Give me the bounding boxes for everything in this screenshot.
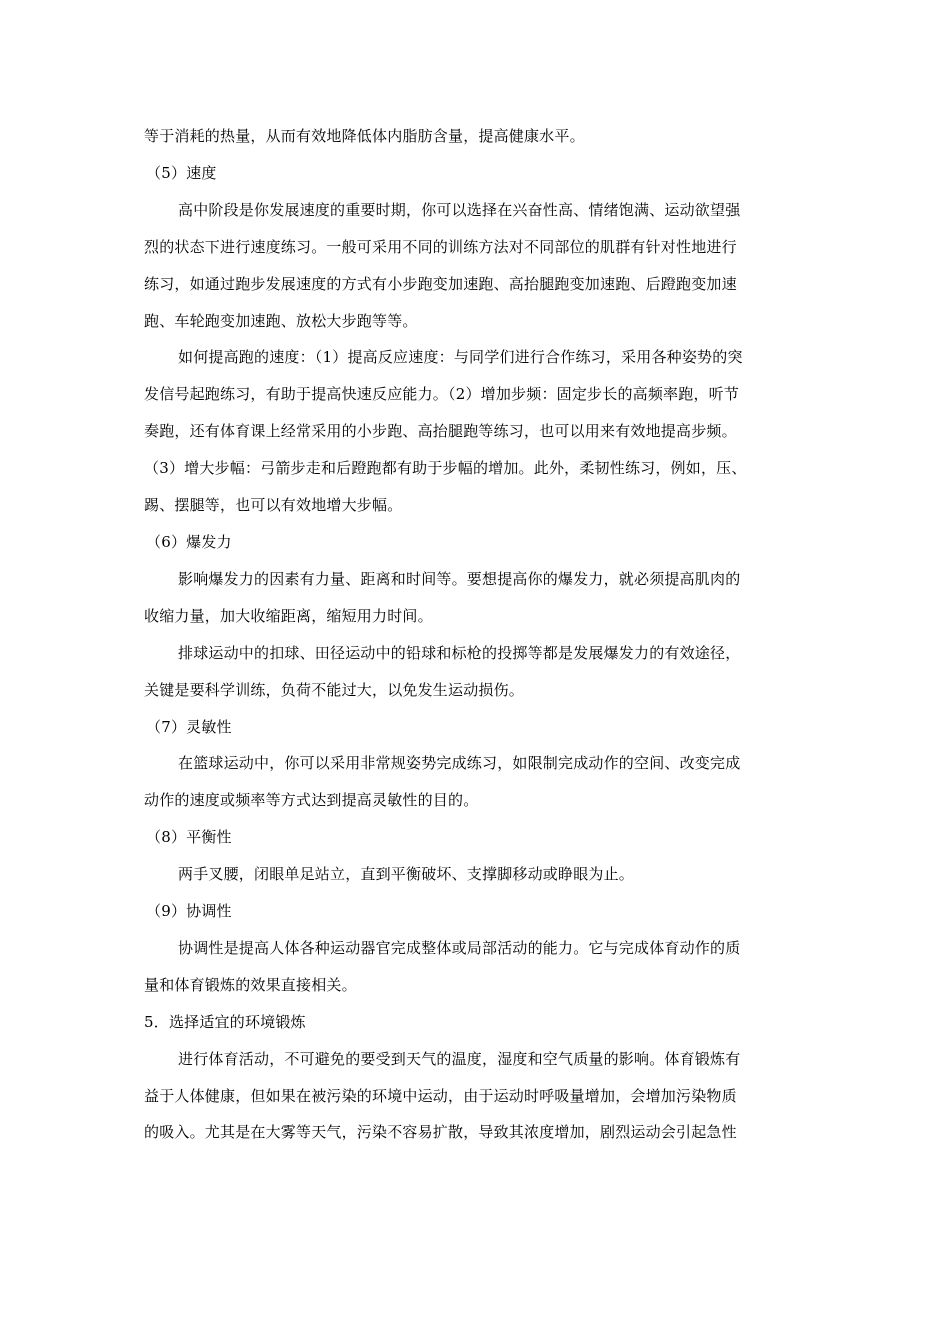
document-body: [144, 118, 814, 1151]
paragraph-line: 烈的状态下进行速度练习。一般可采用不同的训练方法对不同部位的肌群有针对性地进行: [144, 237, 737, 256]
paragraph-line: 如何提高跑的速度：（1）提高反应速度：与同学们进行合作练习，采用各种姿势的突: [178, 348, 743, 367]
paragraph-line: 在篮球运动中，你可以采用非常规姿势完成练习，如限制完成动作的空间、改变完成: [178, 754, 741, 773]
paragraph-line: 动作的速度或频率等方式达到提高灵敏性的目的。: [144, 791, 479, 810]
paragraph-line: 高中阶段是你发展速度的重要时期，你可以选择在兴奋性高、情绪饱满、运动欲望强: [178, 200, 741, 219]
paragraph-line: 等于消耗的热量，从而有效地降低体内脂肪含量，提高健康水平。: [144, 127, 585, 145]
paragraph-line: （3）增大步幅：弓箭步走和后蹬跑都有助于步幅的增加。此外，柔韧性练习，例如，压、: [144, 459, 747, 478]
section-heading-balance: （8）平衡性: [146, 828, 232, 847]
paragraph-line: 排球运动中的扣球、田径运动中的铅球和标枪的投掷等都是发展爆发力的有效途径，: [178, 643, 741, 662]
paragraph-line: 两手叉腰，闭眼单足站立，直到平衡破坏、支撑脚移动或睁眼为止。: [178, 865, 635, 884]
paragraph-line: 益于人体健康，但如果在被污染的环境中运动，由于运动时呼吸量增加，会增加污染物质: [144, 1086, 737, 1105]
section-heading-environment: 5．选择适宜的环境锻炼: [144, 1012, 306, 1031]
paragraph-line: 踢、摆腿等，也可以有效地增大步幅。: [144, 496, 403, 515]
paragraph-line: 进行体育活动，不可避免的要受到天气的温度，湿度和空气质量的影响。体育锻炼有: [178, 1049, 741, 1068]
section-heading-coordination: （9）协调性: [146, 902, 232, 921]
paragraph-line: 影响爆发力的因素有力量、距离和时间等。要想提高你的爆发力，就必须提高肌肉的: [178, 569, 741, 588]
paragraph-line: 的吸入。尤其是在大雾等天气，污染不容易扩散，导致其浓度增加，剧烈运动会引起急性: [144, 1123, 737, 1142]
section-heading-explosive-power: （6）爆发力: [146, 532, 232, 551]
paragraph-line: 关键是要科学训练，负荷不能过大，以免发生运动损伤。: [144, 680, 525, 699]
section-heading-agility: （7）灵敏性: [146, 717, 232, 736]
paragraph-line: 收缩力量，加大收缩距离，缩短用力时间。: [144, 606, 433, 625]
paragraph-line: 奏跑，还有体育课上经常采用的小步跑、高抬腿跑等练习，也可以用来有效地提高步频。: [144, 422, 737, 441]
paragraph-line: 练习，如通过跑步发展速度的方式有小步跑变加速跑、高抬腿跑变加速跑、后蹬跑变加速: [144, 274, 737, 293]
paragraph-line: 量和体育锻炼的效果直接相关。: [144, 975, 357, 994]
paragraph-line: 发信号起跑练习，有助于提高快速反应能力。（2）增加步频：固定步长的高频率跑，听节: [144, 385, 740, 404]
paragraph-line: 跑、车轮跑变加速跑、放松大步跑等等。: [144, 311, 418, 330]
paragraph-line: 协调性是提高人体各种运动器官完成整体或局部活动的能力。它与完成体育动作的质: [178, 938, 741, 957]
section-heading-speed: （5）速度: [146, 163, 217, 182]
